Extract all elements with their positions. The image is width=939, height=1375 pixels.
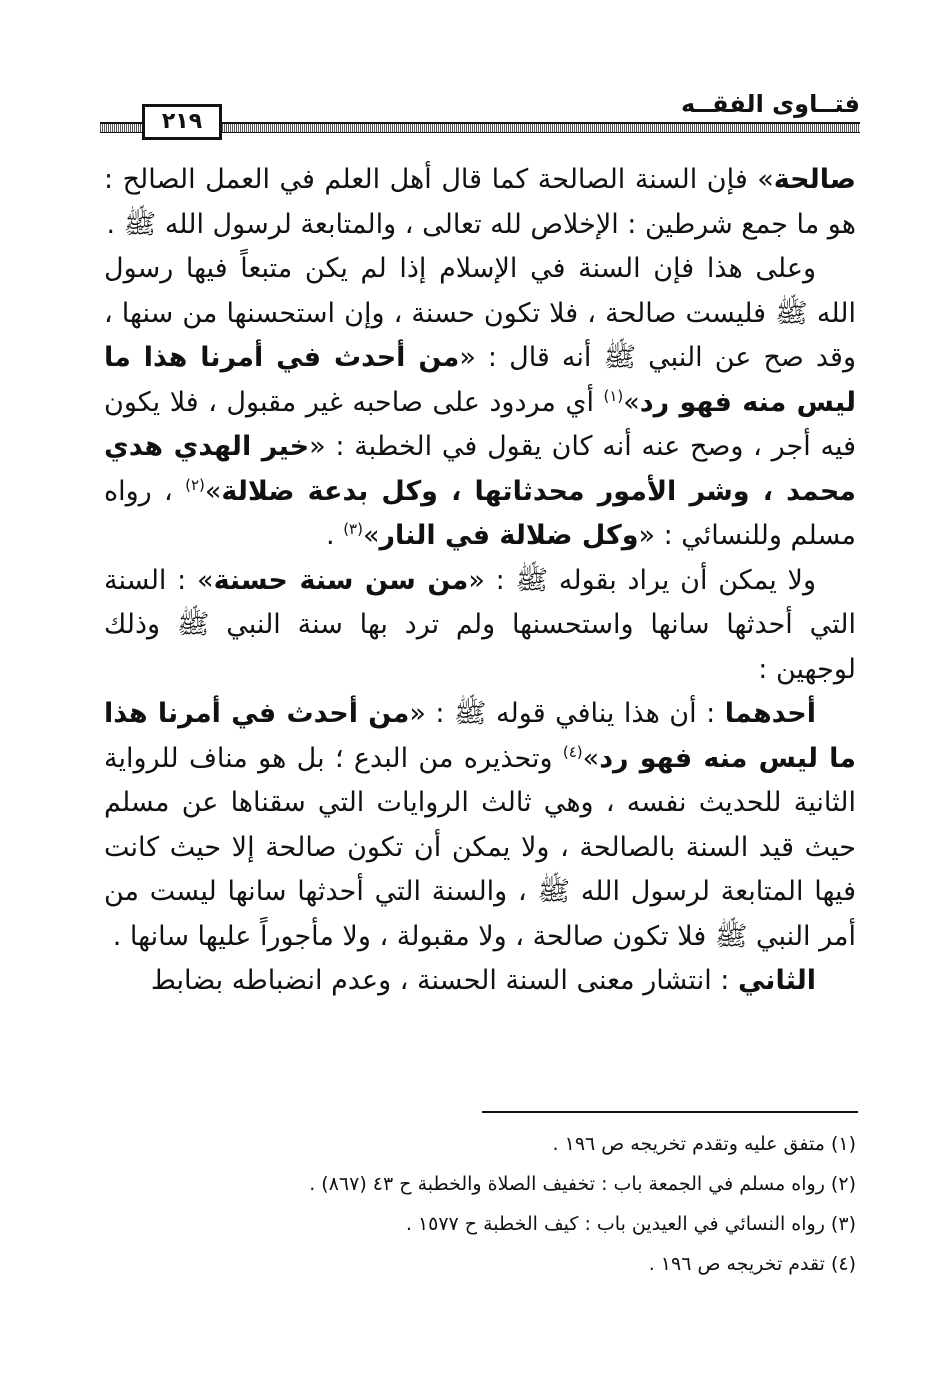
footnote-3: (٣) رواه النسائي في العيدين باب : كيف الخطبة ح ١٥٧٧ .	[405, 1213, 856, 1235]
footnote-ref: (٤)	[562, 742, 583, 761]
text-run: »	[204, 475, 222, 507]
paragraph-4	[104, 692, 856, 959]
text-run: أي مردود على صاحبه غير مقبول ، فلا يكون فيه أجر ، وصح عنه أنه كان يقول في الخطبة : «	[104, 386, 856, 462]
text-run: »	[623, 386, 640, 418]
text-run: وتحذيره من البدع ؛ بل هو مناف للرواية الثانية للحديث نفسه ، وهي ثالث الروايات التي سقناها عن مسلم حيث قيد السنة بالصالحة ، ولا يمكن أن تكون صالحة إلا حيث كانت فيها المتابعة لرسول الله ﷺ ، والسنة التي أحدثها سانها ليست من أمر النبي ﷺ فلا تكون صالحة ، ولا مقبولة ، ولا مأجوراً عليها سانها .	[104, 742, 856, 952]
footnote-2: (٢) رواه مسلم في الجمعة باب : تخفيف الصلاة والخطبة ح ٤٣ (٨٦٧) .	[309, 1173, 856, 1195]
hadith-quote: من سن سنة حسنة	[213, 564, 469, 596]
text-run: » : السنة التي أحدثها سانها واستحسنها ولم ترد بها سنة النبي ﷺ وذلك لوجهين :	[104, 564, 856, 685]
text-run: .	[326, 520, 344, 551]
point-label: الثاني	[737, 965, 816, 996]
text-run: وعلى هذا فإن السنة في الإسلام إذا لم يكن متبعاً فيها رسول الله ﷺ فليست صالحة ، فلا تكون حسنة ، وإن استحسنها من سنها ، وقد صح عن النبي ﷺ أنه قال : «	[104, 253, 856, 373]
footnote-separator	[482, 1111, 858, 1113]
hadith-quote: من أحدث في أمرنا هذا ما ليس منه فهو رد	[104, 342, 856, 418]
paragraph-1	[104, 158, 856, 247]
text-run: ولا يمكن أن يراد بقوله ﷺ : «	[468, 564, 816, 596]
text-run: »	[582, 742, 600, 774]
footnote-4: (٤) تقدم تخريجه ص ١٩٦ .	[648, 1253, 856, 1275]
paragraph-5	[104, 959, 856, 1004]
text-run: ، رواه مسلم وللنسائي : «	[104, 475, 856, 551]
text-run: : أن هذا ينافي قوله ﷺ : «	[409, 698, 725, 729]
footnotes	[150, 1124, 856, 1284]
footnote-1: (١) متفق عليه وتقدم تخريجه ص ١٩٦ .	[552, 1133, 856, 1155]
footnote-ref: (٣)	[343, 520, 363, 538]
hadith-quote: خير الهدي هدي محمد ، وشر الأمور محدثاتها ، وكل بدعة ضلالة	[104, 431, 856, 507]
text-run: »	[362, 520, 380, 551]
hadith-quote: من أحدث في أمرنا هذا ما ليس منه فهو رد	[104, 698, 856, 774]
paragraph-2	[104, 247, 856, 559]
book-title: فتــاوى الفقــه	[673, 90, 860, 118]
text-run: » فإن السنة الصالحة كما قال أهل العلم في العمل الصالح : هو ما جمع شرطين : الإخلاص لله تعالى ، والمتابعة لرسول الله ﷺ .	[104, 164, 856, 240]
text-run: : انتشار معنى السنة الحسنة ، وعدم انضباطه بضابط	[150, 965, 738, 996]
paragraph-3	[104, 559, 856, 693]
footnote-ref: (٢)	[185, 475, 205, 494]
hadith-quote: وكل ضلالة في النار	[379, 520, 639, 551]
page-number: ٢١٩	[142, 104, 222, 140]
footnote-ref: (١)	[603, 386, 624, 405]
point-label: أحدهما	[724, 698, 816, 729]
bold-phrase: صالحة	[773, 164, 856, 195]
main-text	[104, 158, 856, 1004]
running-header	[100, 84, 860, 138]
